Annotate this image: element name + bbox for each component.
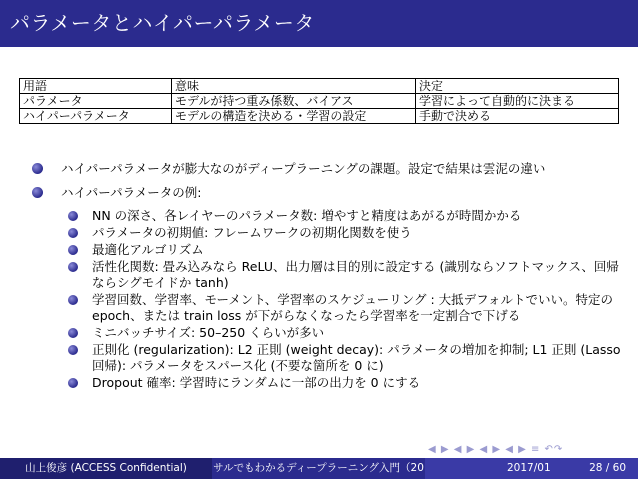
sub-bullet-item bbox=[32, 342, 622, 374]
table-cell: パラメータ bbox=[20, 94, 172, 109]
table-cell: 学習によって自動的に決まる bbox=[416, 94, 619, 109]
sub-bullet-item bbox=[32, 242, 622, 258]
table-header-cell: 用語 bbox=[20, 79, 172, 94]
sub-bullet-text: 学習回数、学習率、モーメント、学習率のスケジューリング : 大抵デフォルトでいい。特定の epoch、または train loss が下がらなくなったら学習率を一定割合で下げる bbox=[92, 292, 614, 323]
sub-bullet-icon bbox=[68, 228, 78, 238]
footer-talk-title: サルでもわかるディープラーニング入門（20 bbox=[212, 458, 425, 479]
sub-bullet-icon bbox=[68, 378, 78, 388]
sub-bullet-item bbox=[32, 325, 622, 341]
bullet-list bbox=[32, 160, 622, 392]
sub-bullet-icon bbox=[68, 328, 78, 338]
footer-meta bbox=[425, 458, 638, 479]
table-header-cell: 決定 bbox=[416, 79, 619, 94]
sub-bullet-text: NN の深さ、各レイヤーのパラメータ数: 増やすと精度はあがるが時間かかる bbox=[92, 208, 522, 223]
table-header-row bbox=[20, 79, 619, 94]
footer-author: 山上俊彦 (ACCESS Confidential) bbox=[0, 458, 212, 479]
sub-bullet-item bbox=[32, 208, 622, 224]
bullet-icon bbox=[32, 163, 43, 174]
title-bar bbox=[0, 0, 638, 47]
sub-bullet-icon bbox=[68, 345, 78, 355]
sub-bullet-item bbox=[32, 225, 622, 241]
sub-bullet-icon bbox=[68, 211, 78, 221]
sub-bullet-icon bbox=[68, 295, 78, 305]
sub-bullet-text: ミニバッチサイズ: 50–250 くらいが多い bbox=[92, 325, 325, 340]
footer-date: 2017/01 bbox=[507, 462, 551, 474]
sub-bullet-text: 最適化アルゴリズム bbox=[92, 242, 204, 257]
bullet-text: ハイパーパラメータが膨大なのがディープラーニングの課題。設定で結果は雲泥の違い bbox=[61, 161, 546, 176]
table-cell: ハイパーパラメータ bbox=[20, 109, 172, 124]
sub-bullet-text: パラメータの初期値: フレームワークの初期化関数を使う bbox=[92, 225, 412, 240]
slide-navigation-icons[interactable]: ◀ ▶ ◀ ▶ ◀ ▶ ◀ ▶ ≡ ↶↷ bbox=[428, 444, 564, 455]
bullet-text: ハイパーパラメータの例: bbox=[61, 185, 202, 200]
table-cell: モデルの構造を決める・学習の設定 bbox=[172, 109, 416, 124]
sub-bullet-text: Dropout 確率: 学習時にランダムに一部の出力を 0 にする bbox=[92, 375, 421, 390]
table-row bbox=[20, 94, 619, 109]
bullet-item bbox=[32, 184, 622, 201]
sub-bullet-icon bbox=[68, 262, 78, 272]
sub-bullet-item bbox=[32, 292, 622, 324]
bullet-item bbox=[32, 160, 622, 177]
sub-bullet-icon bbox=[68, 245, 78, 255]
sub-bullet-text: 活性化関数: 畳み込みなら ReLU、出力層は目的別に設定する (識別ならソフトマックス、回帰ならシグモイドか tanh) bbox=[92, 259, 619, 290]
parameter-table bbox=[19, 78, 619, 124]
slide-title: パラメータとハイパーパラメータ bbox=[10, 11, 315, 35]
sub-bullet-item bbox=[32, 375, 622, 391]
bullet-icon bbox=[32, 187, 43, 198]
footer bbox=[0, 458, 638, 479]
page-number: 28 / 60 bbox=[589, 462, 626, 474]
table-row bbox=[20, 109, 619, 124]
table-cell: 手動で決める bbox=[416, 109, 619, 124]
table-header-cell: 意味 bbox=[172, 79, 416, 94]
sub-bullet-text: 正則化 (regularization): L2 正則 (weight decay): パラメータの増加を抑制; L1 正則 (Lasso 回帰): パラメータをスパース化 (不要な箇所を 0 に) bbox=[92, 342, 621, 373]
sub-bullet-item bbox=[32, 259, 622, 291]
sub-bullet-list bbox=[32, 208, 622, 391]
table-cell: モデルが持つ重み係数、バイアス bbox=[172, 94, 416, 109]
